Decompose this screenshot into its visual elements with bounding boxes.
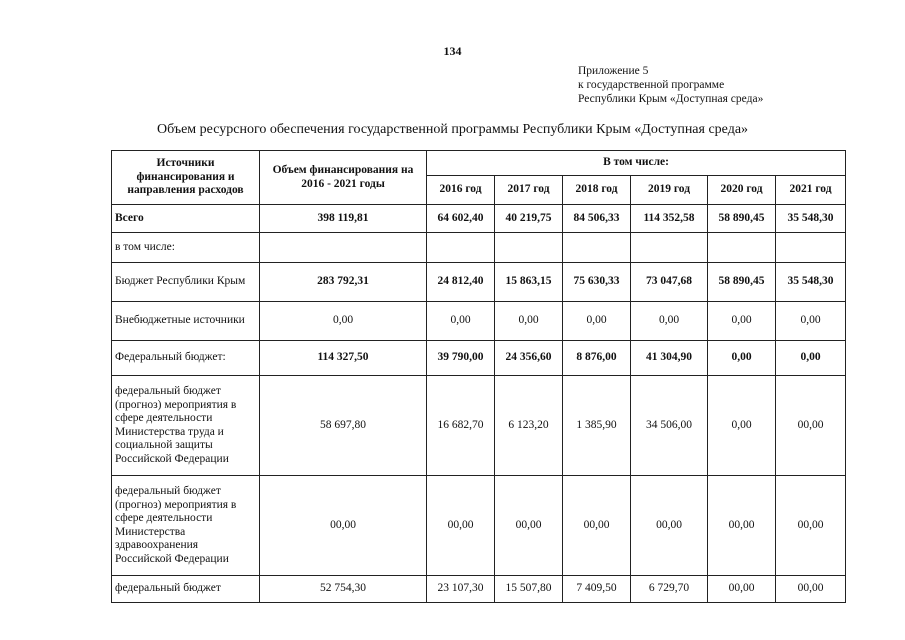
appendix-line-2: к государственной программе bbox=[578, 79, 725, 91]
appendix-line-1: Приложение 5 bbox=[578, 65, 649, 77]
cell-2017: 00,00 bbox=[495, 476, 563, 576]
cell-2017: 15 863,15 bbox=[495, 263, 563, 302]
cell-2020: 58 890,45 bbox=[708, 263, 776, 302]
cell-2020 bbox=[708, 233, 776, 263]
cell-2016: 00,00 bbox=[427, 476, 495, 576]
table-row bbox=[112, 263, 846, 302]
cell-2021: 00,00 bbox=[776, 376, 846, 476]
cell-2016: 64 602,40 bbox=[427, 205, 495, 233]
cell-2016: 39 790,00 bbox=[427, 341, 495, 376]
table-row bbox=[112, 341, 846, 376]
cell-2018: 00,00 bbox=[563, 476, 631, 576]
row-label: федеральный бюджет bbox=[112, 576, 260, 603]
cell-2016: 16 682,70 bbox=[427, 376, 495, 476]
row-label: Бюджет Республики Крым bbox=[112, 263, 260, 302]
row-total: 00,00 bbox=[260, 476, 427, 576]
cell-2019: 41 304,90 bbox=[631, 341, 708, 376]
cell-2019 bbox=[631, 233, 708, 263]
appendix-note bbox=[578, 64, 763, 106]
header-sources: Источники финансирования и направления расходов bbox=[112, 151, 260, 205]
header-year-2017: 2017 год bbox=[495, 176, 563, 205]
cell-2018: 0,00 bbox=[563, 302, 631, 341]
cell-2017: 15 507,80 bbox=[495, 576, 563, 603]
cell-2016 bbox=[427, 233, 495, 263]
cell-2018: 8 876,00 bbox=[563, 341, 631, 376]
cell-2018 bbox=[563, 233, 631, 263]
funding-table bbox=[111, 150, 846, 603]
header-year-2018: 2018 год bbox=[563, 176, 631, 205]
row-total: 0,00 bbox=[260, 302, 427, 341]
cell-2016: 0,00 bbox=[427, 302, 495, 341]
cell-2018: 75 630,33 bbox=[563, 263, 631, 302]
row-label: Внебюджетные источники bbox=[112, 302, 260, 341]
cell-2017 bbox=[495, 233, 563, 263]
cell-2020: 0,00 bbox=[708, 341, 776, 376]
table-row bbox=[112, 476, 846, 576]
page-number: 134 bbox=[443, 44, 462, 58]
row-label: Всего bbox=[112, 205, 260, 233]
document-title: Объем ресурсного обеспечения государственной программы Республики Крым «Доступная среда» bbox=[156, 122, 749, 137]
row-label: Федеральный бюджет: bbox=[112, 341, 260, 376]
cell-2019: 114 352,58 bbox=[631, 205, 708, 233]
table-row bbox=[112, 302, 846, 341]
cell-2019: 6 729,70 bbox=[631, 576, 708, 603]
cell-2018: 84 506,33 bbox=[563, 205, 631, 233]
header-including: В том числе: bbox=[427, 151, 846, 176]
row-total: 398 119,81 bbox=[260, 205, 427, 233]
table-row bbox=[112, 233, 846, 263]
row-total: 52 754,30 bbox=[260, 576, 427, 603]
cell-2016: 23 107,30 bbox=[427, 576, 495, 603]
header-year-2016: 2016 год bbox=[427, 176, 495, 205]
cell-2017: 40 219,75 bbox=[495, 205, 563, 233]
cell-2021: 00,00 bbox=[776, 476, 846, 576]
header-row bbox=[112, 151, 846, 176]
header-year-2020: 2020 год bbox=[708, 176, 776, 205]
row-total bbox=[260, 233, 427, 263]
cell-2017: 0,00 bbox=[495, 302, 563, 341]
row-total: 283 792,31 bbox=[260, 263, 427, 302]
cell-2020: 00,00 bbox=[708, 476, 776, 576]
row-label: в том числе: bbox=[112, 233, 260, 263]
cell-2021: 00,00 bbox=[776, 576, 846, 603]
cell-2019: 0,00 bbox=[631, 302, 708, 341]
cell-2019: 34 506,00 bbox=[631, 376, 708, 476]
header-year-2021: 2021 год bbox=[776, 176, 846, 205]
appendix-line-3: Республики Крым «Доступная среда» bbox=[578, 93, 764, 105]
cell-2021: 35 548,30 bbox=[776, 205, 846, 233]
cell-2019: 73 047,68 bbox=[631, 263, 708, 302]
cell-2017: 24 356,60 bbox=[495, 341, 563, 376]
table-row bbox=[112, 576, 846, 603]
cell-2021 bbox=[776, 233, 846, 263]
cell-2017: 6 123,20 bbox=[495, 376, 563, 476]
header-year-2019: 2019 год bbox=[631, 176, 708, 205]
cell-2021: 35 548,30 bbox=[776, 263, 846, 302]
row-label: федеральный бюджет (прогноз) мероприятия в сфере деятельности Министерства труда и социальной защиты Российской Федерации bbox=[112, 376, 260, 476]
cell-2020: 0,00 bbox=[708, 302, 776, 341]
cell-2020: 00,00 bbox=[708, 576, 776, 603]
row-label: федеральный бюджет (прогноз) мероприятия в сфере деятельности Министерства здравоохранения Российской Федерации bbox=[112, 476, 260, 576]
cell-2016: 24 812,40 bbox=[427, 263, 495, 302]
row-total: 114 327,50 bbox=[260, 341, 427, 376]
row-total: 58 697,80 bbox=[260, 376, 427, 476]
cell-2020: 58 890,45 bbox=[708, 205, 776, 233]
cell-2019: 00,00 bbox=[631, 476, 708, 576]
header-total: Объем финансирования на 2016 - 2021 годы bbox=[260, 151, 427, 205]
cell-2021: 0,00 bbox=[776, 341, 846, 376]
table-row bbox=[112, 205, 846, 233]
cell-2018: 1 385,90 bbox=[563, 376, 631, 476]
cell-2021: 0,00 bbox=[776, 302, 846, 341]
cell-2020: 0,00 bbox=[708, 376, 776, 476]
table-row bbox=[112, 376, 846, 476]
cell-2018: 7 409,50 bbox=[563, 576, 631, 603]
